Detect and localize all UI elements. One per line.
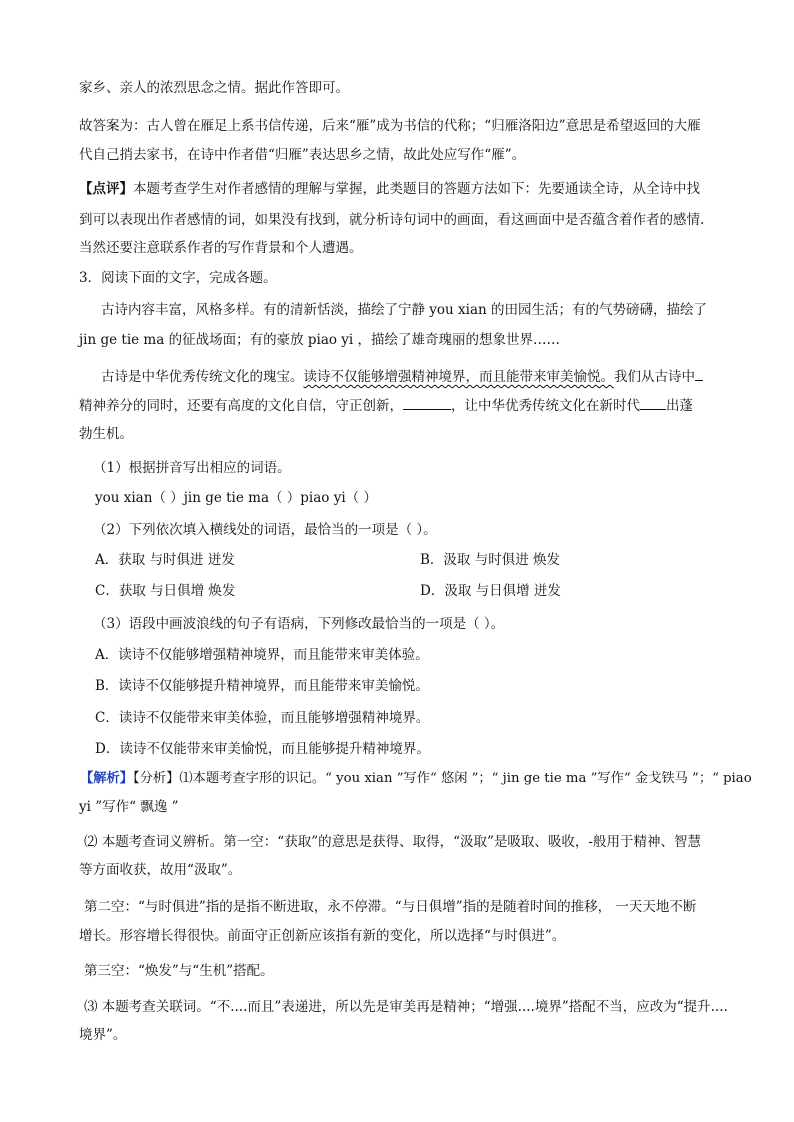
passage-line: jin ge tie ma 的征战场面；有的豪放 piao yi ，描绘了雄奇瑰丽的想象世界……: [79, 332, 561, 348]
prev-analysis-line: 家乡、亲人的浓烈思念之情。据此作答即可。: [79, 80, 349, 96]
passage-text: 精神养分的同时，还要有高度的文化自信，守正创新，: [79, 398, 403, 414]
analysis-line: 第三空：“焕发”与“生机”搭配。: [84, 963, 274, 979]
passage-line: 古诗内容丰富，风格多样。有的清新恬淡，描绘了宁静 you xian 的田园生活；有的气势磅礴，描绘了: [101, 302, 707, 318]
option-d: D．读诗不仅能带来审美愉悦，而且能够提升精神境界。: [95, 741, 430, 757]
answer-line: 故答案为：古人曾在雁足上系书信传递，后来“雁”成为书信的代称；“归雁洛阳边”意思是希望返回的大雁: [79, 118, 701, 134]
passage-line: [79, 395, 693, 416]
fill-blank: [695, 366, 703, 381]
analysis-line: [80, 769, 752, 789]
analysis-tag: 【解析】: [80, 771, 134, 786]
option-c: C．读诗不仅能带来审美体验，而且能够增强精神境界。: [95, 710, 430, 726]
analysis-line: ⑶ 本题考查关联词。“不....而且”表递进，所以先是审美再是精神；“增强....境界”搭配不当，应改为“提升....: [84, 999, 728, 1015]
passage-text: 出蓬: [666, 398, 693, 414]
option-c: C．获取 与日俱增 焕发: [95, 583, 236, 599]
answer-line: 代自己捎去家书，在诗中作者借“归雁”表达思乡之情，故此处应写作“雁”。: [79, 147, 526, 163]
fill-blank: [403, 395, 451, 410]
analysis-line: yi ”写作“ 飘逸 ”: [79, 799, 179, 815]
wavy-underlined-sentence: 读诗不仅能够增强精神境界，而且能带来审美愉悦。: [303, 369, 614, 385]
analysis-line: ⑵ 本题考查词义辨析。第一空：“获取”的意思是获得、取得，“汲取”是吸取、吸收，-般用于精神、智慧: [84, 834, 701, 850]
analysis-text: 【分析】⑴本题考查字形的识记。“ you xian ”写作“ 悠闲 ”；“ jin ge tie ma ”写作“ 金戈铁马 ”；“ piao: [133, 771, 752, 786]
sub-question-1: （1）根据拼音写出相应的词语。: [93, 460, 291, 476]
passage-text: 我们从古诗中: [614, 369, 695, 385]
sub-question-1-blanks: you xian（ ）jin ge tie ma（ ）piao yi（ ）: [95, 490, 377, 506]
comment-line: [79, 179, 700, 199]
passage-line: [101, 366, 703, 387]
sub-question-3: （3）语段中画波浪线的句子有语病，下列修改最恰当的一项是（ ）。: [93, 616, 505, 632]
question-title: 3．阅读下面的文字，完成各题。: [79, 270, 277, 286]
fill-blank: [640, 395, 666, 410]
comment-tag: 【点评】: [79, 181, 133, 197]
analysis-line: 境界”。: [79, 1027, 127, 1043]
option-a: A．读诗不仅能够增强精神境界，而且能带来审美体验。: [95, 647, 429, 663]
option-d: D．汲取 与日俱增 迸发: [420, 583, 561, 599]
comment-text: 本题考查学生对作者感情的理解与掌握，此类题目的答题方法如下：先要通读全诗，从全诗中找: [133, 181, 700, 197]
option-b: B．汲取 与时俱进 焕发: [420, 552, 561, 568]
comment-line: 到可以表现出作者感情的词，如果没有找到，就分析诗句词中的画面，看这画面中是否蕴含着作者的感情.: [79, 212, 705, 228]
option-a: A．获取 与时俱进 迸发: [95, 552, 235, 568]
analysis-line: 增长。形容增长得很快。前面守正创新应该指有新的变化，所以选择“与时俱进”。: [79, 928, 566, 944]
analysis-line: 等方面收获，故用“汲取”。: [79, 862, 242, 878]
option-b: B．读诗不仅能够提升精神境界，而且能带来审美愉悦。: [95, 678, 429, 694]
passage-line: 勃生机。: [79, 426, 133, 442]
sub-question-2: （2）下列依次填入横线处的词语，最恰当的一项是（ ）。: [93, 522, 437, 538]
analysis-line: 第二空：“与时俱进”指的是指不断进取，永不停滞。“与日俱增”指的是随着时间的推移， 一天天地不断: [84, 899, 697, 915]
passage-text: 古诗是中华优秀传统文化的瑰宝。: [101, 369, 304, 385]
comment-line: 当然还要注意联系作者的写作背景和个人遭遇。: [79, 240, 363, 256]
passage-text: ，让中华优秀传统文化在新时代: [451, 398, 640, 414]
